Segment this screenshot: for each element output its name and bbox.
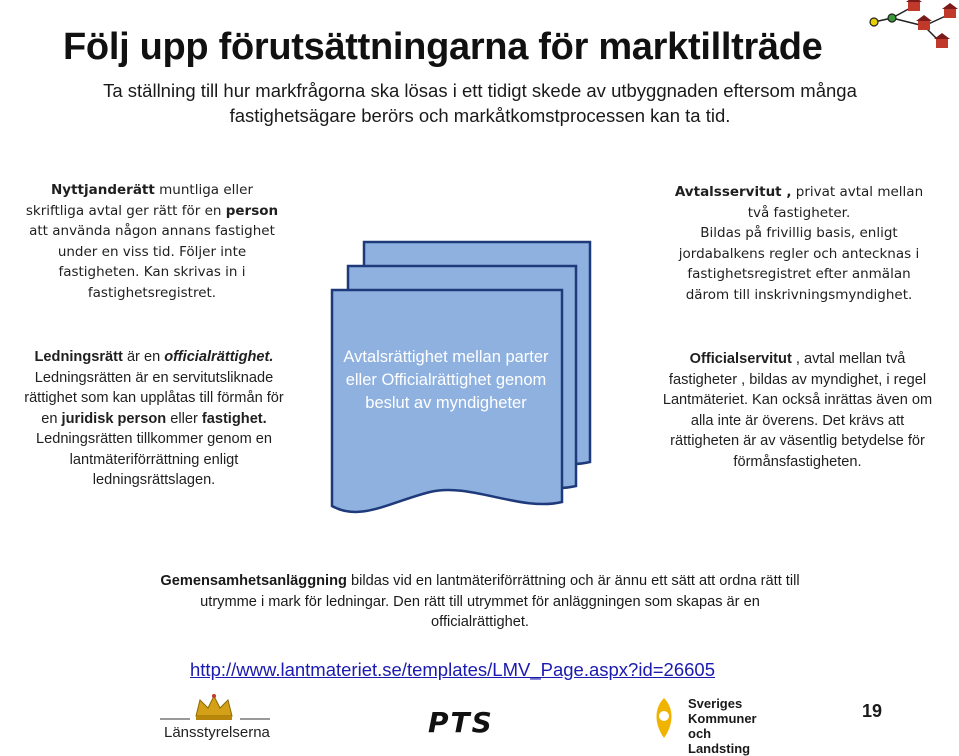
officialservitut-text-1: , avtal mellan två fastigheter , bildas av myndighet, i regel Lantmäteriet. Kan också inrättas även om alla inte är överens. Det krävs att rättigheten är av väsentlig betydelse för förmånsfastigheten. xyxy=(662,351,933,470)
slide-title: Följ upp förutsättningarna för marktillträde xyxy=(63,26,823,68)
gemensamhet-heading: Gemensamhetsanläggning xyxy=(160,573,347,589)
ledningsratt-text-3: eller xyxy=(166,410,202,427)
ledningsratt-text-2: Ledningsrätten är en servitutsliknade rättighet som kan upplåtas till förmån för en xyxy=(24,369,284,427)
nyttjanderatt-heading: Nyttjanderätt xyxy=(50,182,155,198)
ledningsratt-bold-2: juridisk person xyxy=(61,410,167,427)
document-stack-label: Avtalsrättighet mellan parter eller Officialrättighet genom beslut av myndigheter xyxy=(343,348,549,412)
gemensamhet-text-1: bildas vid en lantmäteriförrättning och är ännu ett sätt att ordna rätt till utrymme i mark för ledningar. Den rätt till utrymmet för anläggningen som skapas är en officialrättighet. xyxy=(200,573,800,630)
lansstyrelsen-logo xyxy=(160,692,280,746)
skl-logo xyxy=(650,694,770,756)
skl-logo-line2: Kommuner xyxy=(688,711,757,726)
ledningsratt-text xyxy=(20,347,288,491)
nyttjanderatt-text-1: muntliga eller skriftliga avtal ger rätt för en xyxy=(25,182,253,219)
slide-subtitle: Ta ställning till hur markfrågorna ska lösas i ett tidigt skede av utbyggnaden eftersom många fastighetsägare berörs och markåtkomstprocessen kan ta tid. xyxy=(103,80,857,126)
lantmateriet-link[interactable]: http://www.lantmateriet.se/templates/LMV_Page.aspx?id=26605 xyxy=(190,659,715,680)
skl-logo-line3: och Landsting xyxy=(688,726,751,756)
skl-logo-line1: Sveriges xyxy=(688,696,743,711)
ledningsratt-text-1: är en xyxy=(122,349,165,365)
ledningsratt-bold-3: fastighet. xyxy=(201,410,267,427)
avtalsservitut-text-1: privat avtal mellan två fastigheter. xyxy=(747,184,924,221)
ledningsratt-text-4: Ledningsrätten tillkommer genom en lantmäteriförrättning enligt ledningsrättslagen. xyxy=(35,431,273,488)
avtalsservitut-heading: Avtalsservitut , xyxy=(674,184,792,200)
officialservitut-text xyxy=(655,349,940,472)
avtalsservitut-text-2: Bildas på frivillig basis, enligt jordabalkens regler och antecknas i fastighetsregistret efter anmälan därom till inskrivningsmyndighet. xyxy=(678,225,920,303)
lansstyrelsen-logo-text: Länsstyrelserna xyxy=(164,724,270,741)
nyttjanderatt-bold-1: person xyxy=(225,202,279,219)
page-number: 19 xyxy=(862,701,883,721)
gemensamhetsanlaggning-text xyxy=(160,571,800,633)
nyttjanderatt-text xyxy=(20,180,284,303)
avtalsservitut-text xyxy=(664,182,934,305)
skl-emblem-icon xyxy=(650,696,680,740)
crown-icon xyxy=(160,692,280,722)
officialservitut-heading: Officialservitut xyxy=(689,351,792,367)
pts-logo xyxy=(428,706,494,739)
nyttjanderatt-text-2: att använda någon annans fastighet under en viss tid. Följer inte fastigheten. Kan skrivas in i fastighetsregistret. xyxy=(29,223,275,301)
ledningsratt-officialrattighet: officialrättighet. xyxy=(164,349,274,365)
pts-logo-text: PTS xyxy=(428,706,494,739)
ledningsratt-heading: Ledningsrätt xyxy=(34,349,123,365)
